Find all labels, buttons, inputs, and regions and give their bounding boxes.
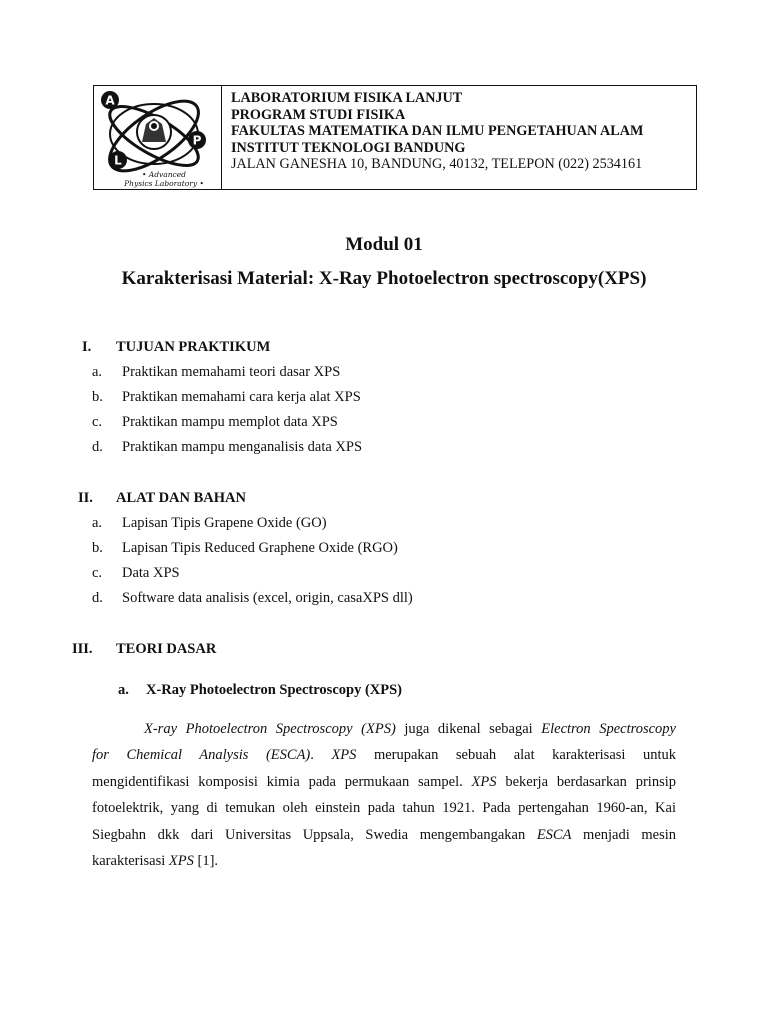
- text-run: merupakan sebuah alat karakterisasi untuk: [356, 747, 676, 764]
- paragraph-line: [92, 848, 676, 874]
- section-3-heading: TEORI DASAR: [116, 641, 217, 657]
- module-title: Modul 01: [345, 234, 423, 255]
- list-item-letter: c.: [92, 565, 103, 581]
- subsection-title: X-Ray Photoelectron Spectroscopy (XPS): [146, 682, 402, 698]
- italic-term: X-ray Photoelectron Spectroscopy (XPS): [144, 721, 396, 737]
- faculty: FAKULTAS MATEMATIKA DAN ILMU PENGETAHUAN ALAM: [231, 123, 644, 140]
- list-item-letter: c.: [92, 414, 103, 430]
- text-run: karakterisasi: [92, 853, 169, 870]
- body-paragraph: [92, 716, 676, 874]
- list-item: Praktikan mampu menganalisis data XPS: [122, 439, 363, 455]
- text-run: .: [310, 747, 332, 764]
- list-item: Lapisan Tipis Reduced Graphene Oxide (RGO): [122, 540, 398, 556]
- list-item-letter: a.: [92, 515, 103, 531]
- lab-name: LABORATORIUM FISIKA LANJUT: [231, 90, 463, 106]
- list-item-letter: b.: [92, 540, 103, 556]
- section-3-number: III.: [72, 641, 93, 657]
- logo-letter-l: L: [114, 153, 122, 168]
- list-item-letter: d.: [92, 439, 103, 455]
- text-run: Siegbahn dkk dari Universitas Uppsala, Swedia mengembangakan: [92, 826, 537, 843]
- text-run: [1].: [193, 853, 219, 870]
- paragraph-line: [92, 822, 676, 848]
- paragraph-line: [92, 716, 676, 742]
- list-item: Data XPS: [122, 565, 180, 581]
- text-run: fotoelektrik, yang di temukan oleh einstein pada tahun 1921. Pada pertengahan 1960-an, Kai: [92, 800, 676, 817]
- address: JALAN GANESHA 10, BANDUNG, 40132, TELEPON (022) 2534161: [231, 156, 643, 173]
- list-item: Praktikan mampu memplot data XPS: [122, 414, 338, 430]
- text-run: mengidentifikasi komposisi kimia pada permukaan sampel.: [92, 773, 472, 790]
- subsection-letter: a.: [118, 682, 129, 698]
- logo-letter-a: A: [105, 93, 115, 108]
- paragraph-line: [92, 742, 676, 768]
- list-item-letter: d.: [92, 590, 103, 606]
- list-item: Lapisan Tipis Grapene Oxide (GO): [122, 515, 327, 531]
- letterhead-box: [93, 85, 697, 190]
- section-1-number: I.: [82, 339, 92, 355]
- logo-caption: [114, 170, 214, 188]
- institute: INSTITUT TEKNOLOGI BANDUNG: [231, 139, 466, 156]
- paragraph-line: [92, 795, 676, 821]
- text-run: menjadi mesin: [571, 826, 676, 843]
- italic-term: Electron Spectroscopy: [541, 721, 676, 737]
- italic-term: XPS: [471, 773, 497, 790]
- italic-term: for Chemical Analysis (ESCA): [92, 747, 311, 764]
- logo-caption-line2: Physics Laboratory •: [124, 179, 204, 188]
- list-item-letter: b.: [92, 389, 103, 405]
- letterhead-text: [222, 86, 643, 189]
- text-run: bekerja berdasarkan prinsip: [496, 773, 676, 790]
- list-item: Software data analisis (excel, origin, casaXPS dll): [122, 590, 413, 606]
- section-2-number: II.: [78, 490, 93, 506]
- lab-logo: [94, 86, 222, 189]
- logo-caption-line1: • Advanced: [141, 170, 186, 179]
- paragraph-line: [92, 769, 676, 795]
- italic-term: ESCA: [536, 826, 572, 843]
- italic-term: XPS: [168, 853, 194, 870]
- module-subtitle: Karakterisasi Material: X-Ray Photoelectron spectroscopy(XPS): [121, 268, 647, 289]
- list-item-letter: a.: [92, 364, 103, 380]
- list-item: Praktikan memahami teori dasar XPS: [122, 364, 341, 380]
- italic-term: XPS: [331, 747, 357, 764]
- list-item: Praktikan memahami cara kerja alat XPS: [122, 389, 361, 405]
- logo-letter-p: P: [192, 133, 202, 148]
- text-run: juga dikenal sebagai: [395, 721, 542, 737]
- study-program: PROGRAM STUDI FISIKA: [231, 106, 406, 123]
- section-1-heading: TUJUAN PRAKTIKUM: [116, 339, 271, 355]
- section-2-heading: ALAT DAN BAHAN: [116, 490, 246, 506]
